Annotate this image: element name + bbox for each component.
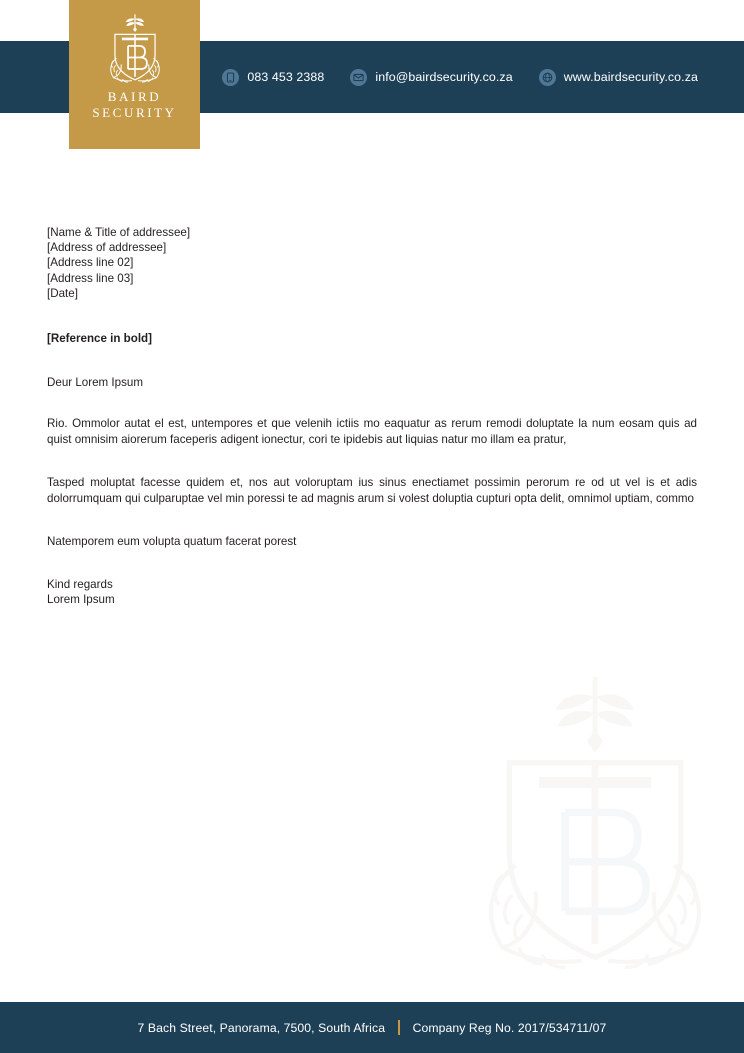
contact-website[interactable] xyxy=(539,69,698,86)
address-date-line: [Date] xyxy=(47,286,78,300)
logo-wordmark-line1: BAIRD xyxy=(107,89,162,104)
envelope-icon xyxy=(350,69,367,86)
signoff-block xyxy=(47,577,697,608)
footer-divider xyxy=(398,1020,400,1035)
logo-block xyxy=(69,0,200,149)
contact-phone[interactable] xyxy=(222,69,324,86)
body-paragraph: Rio. Ommolor autat el est, untempores et que velenih ictiis mo eaquatur as rerum remodi doluptate la num eosam quis ad quist omnisim aiorerum faceperis adigent ionectur, cori te ipidebis aut liquias natur mo illam ea pratur, xyxy=(47,417,697,447)
addressee-block xyxy=(47,225,697,301)
body-paragraph: Tasped moluptat facesse quidem et, nos aut voloruptam ius sinus enectiamet possimin perorum re od ut vel is et adis dolorrumquam qui culparuptae vel min poressi te ad magnis arum si volest doluptia cupturi opta delit, omnimol uptiam, commo xyxy=(47,476,697,506)
footer-address: 7 Bach Street, Panorama, 7500, South Africa xyxy=(137,1020,386,1035)
shield-crest-logo xyxy=(96,12,174,86)
contact-email[interactable] xyxy=(350,69,512,86)
contact-website-text: www.bairdsecurity.co.za xyxy=(563,70,698,84)
reference-line: [Reference in bold] xyxy=(47,332,153,346)
logo-wordmark-line2: SECURITY xyxy=(92,105,177,120)
letter-body xyxy=(47,225,697,608)
logo-wordmark xyxy=(92,89,176,121)
signature-line: Lorem Ipsum xyxy=(47,593,115,607)
salutation-line: Deur Lorem Ipsum xyxy=(47,376,144,390)
footer-registration: Company Reg No. 2017/534711/07 xyxy=(412,1020,607,1035)
contact-phone-text: 083 453 2388 xyxy=(247,70,325,84)
shield-crest-watermark xyxy=(430,653,744,998)
contact-email-text: info@bairdsecurity.co.za xyxy=(375,70,513,84)
address-line: [Address line 02] xyxy=(47,256,134,270)
address-line: [Address of addressee] xyxy=(47,241,167,255)
globe-icon xyxy=(539,69,556,86)
mobile-phone-icon xyxy=(222,69,239,86)
address-line: [Address line 03] xyxy=(47,271,134,285)
footer-band xyxy=(0,1002,744,1053)
closing-line: Kind regards xyxy=(47,578,113,592)
address-line: [Name & Title of addressee] xyxy=(47,226,191,239)
body-paragraph: Natemporem eum volupta quatum facerat porest xyxy=(47,535,297,549)
